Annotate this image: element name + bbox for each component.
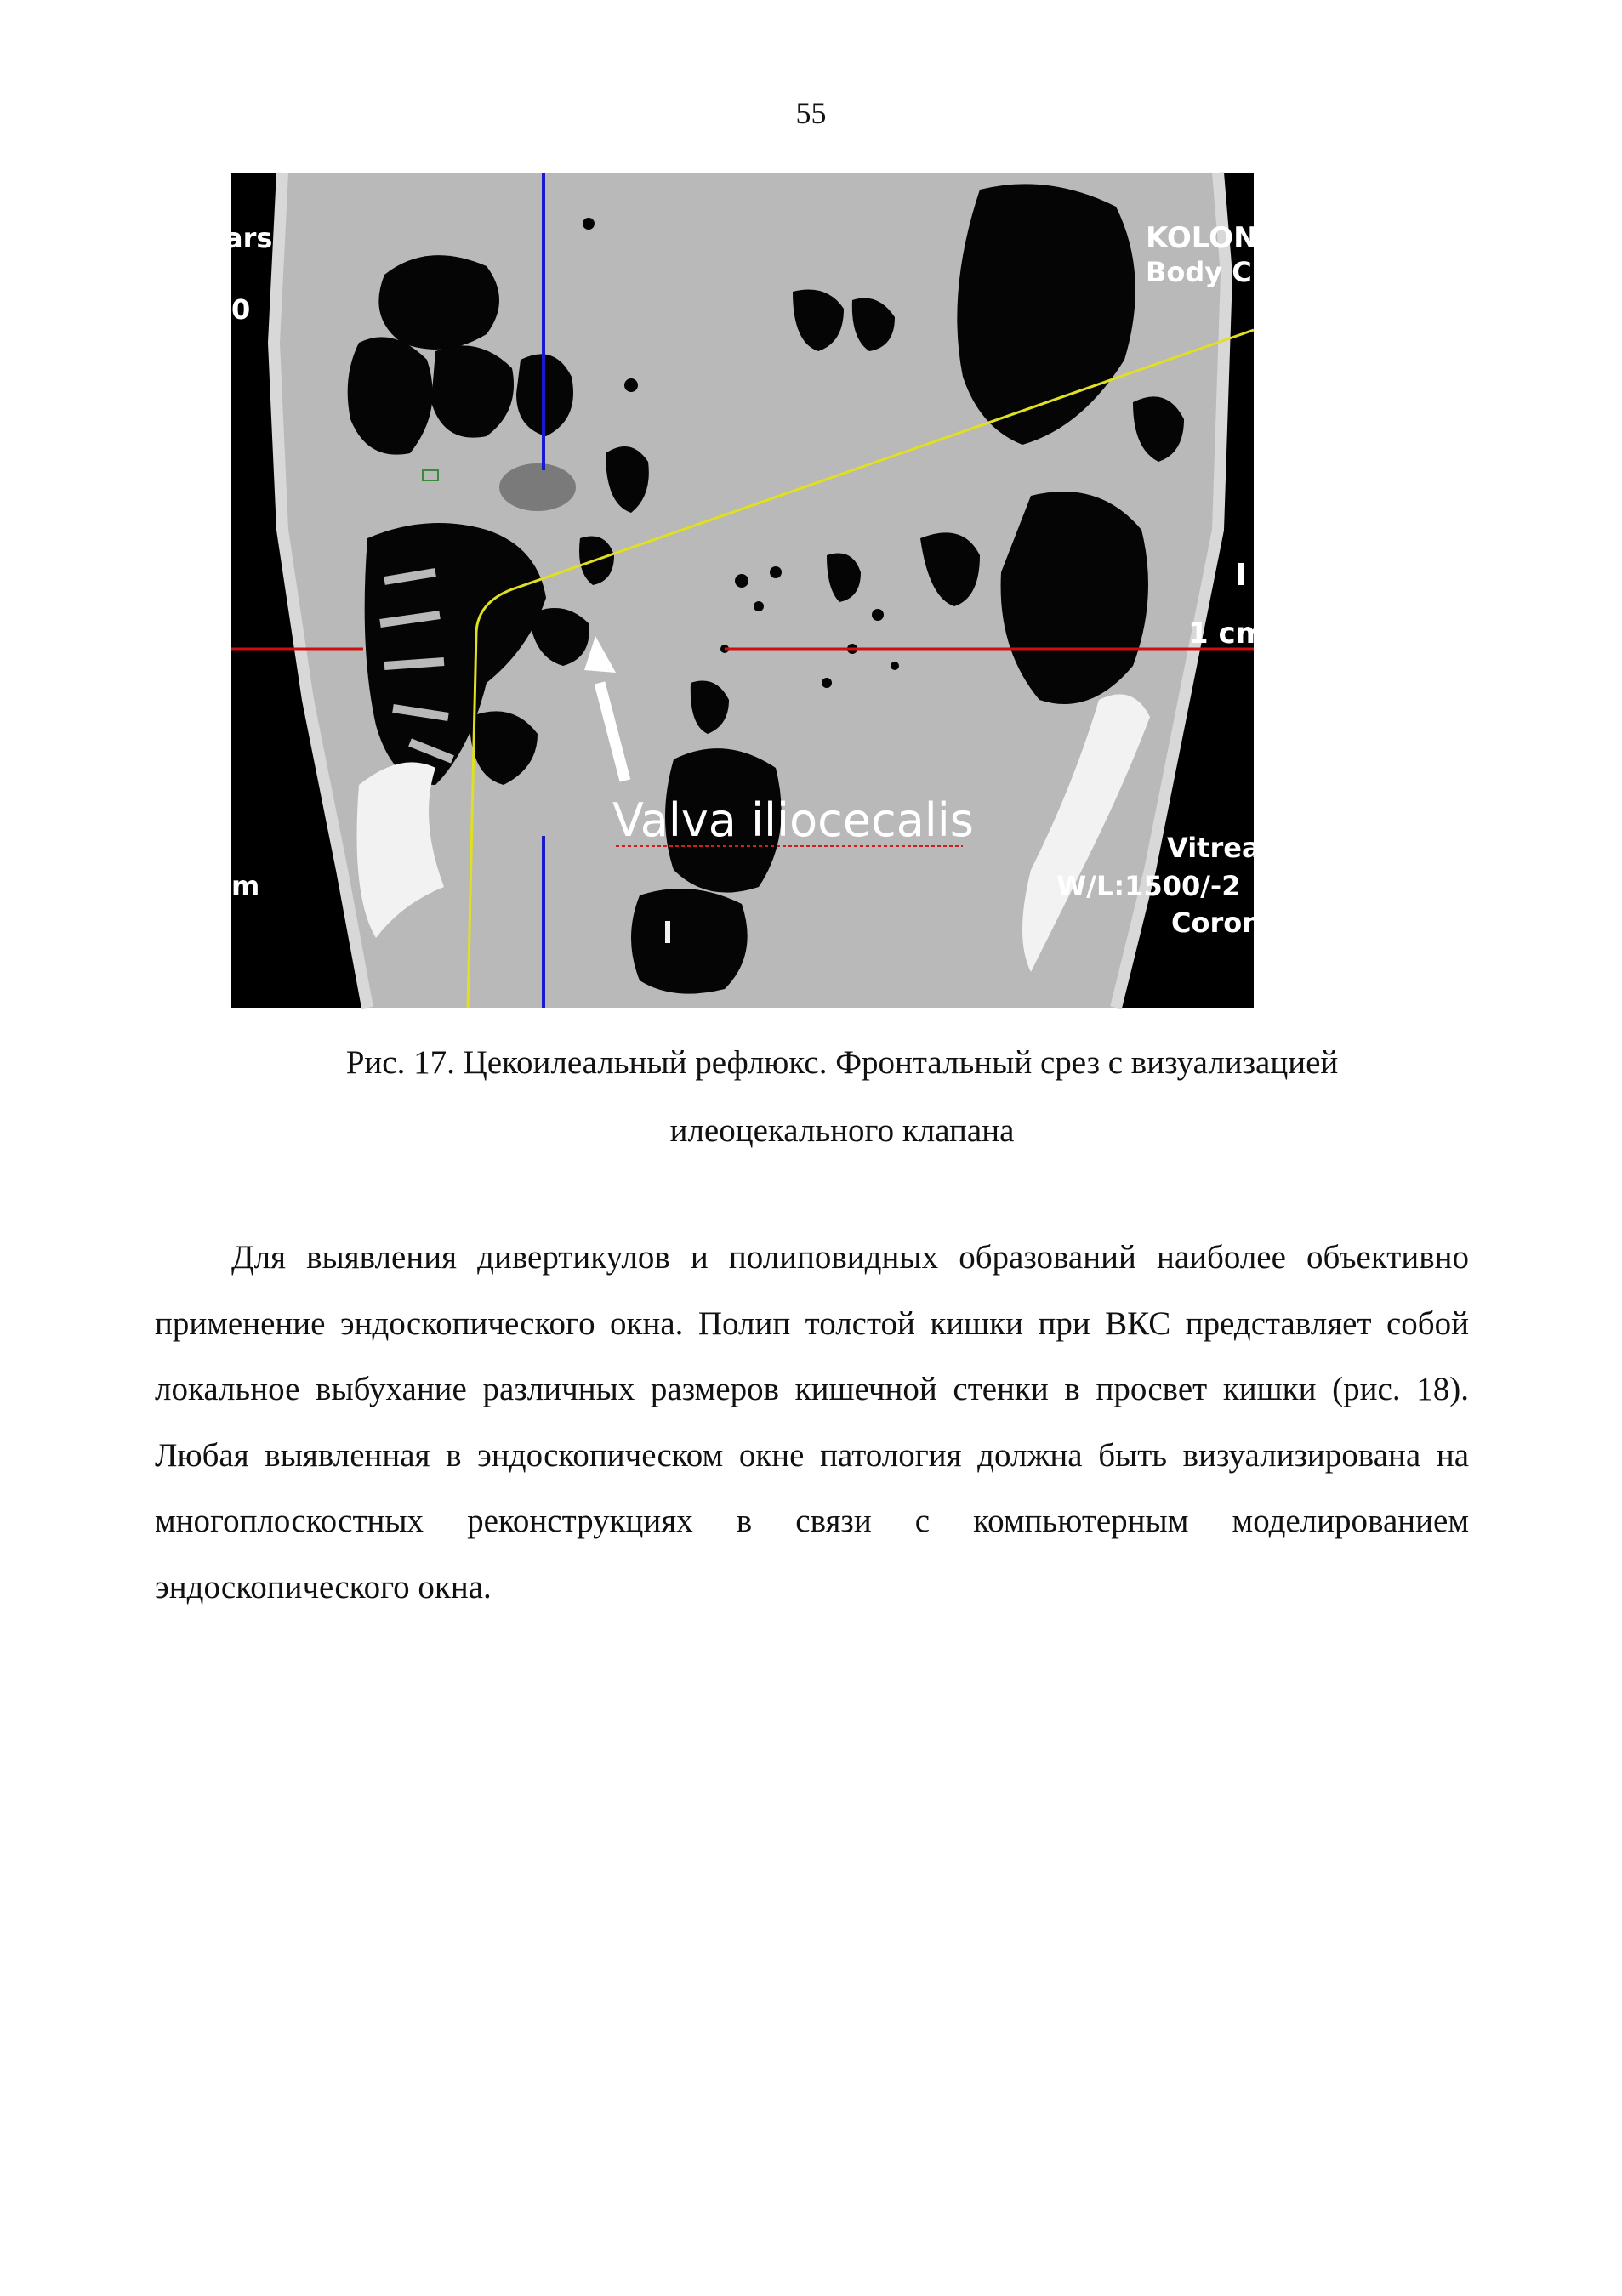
overlay-left-top: ars <box>225 222 273 254</box>
overlay-left-mid: 0 <box>231 293 251 326</box>
ct-scan-figure <box>225 173 1266 1008</box>
valve-label: Valva iliocecalis <box>612 793 974 847</box>
overlay-right-top-2: Body C <box>1146 256 1252 288</box>
overlay-right-bottom-2: W/L:1500/-2 <box>1056 870 1241 902</box>
overlay-right-mid-2: 1 cm <box>1188 617 1266 651</box>
body-paragraph: Для выявления дивертикулов и полиповидных образований наиболее объективно применение эндоскопического окна. Полип толстой кишки при ВКС представляет собой локальное выбухание различных размеров кишечной стенки в просвет кишки (рис. 18). Любая выявленная в эндоскопическом окне патология должна быть визуализирована на многоплоскостных реконструкциях в связи с компьютерным моделированием эндоскопического окна. <box>155 1239 1469 1605</box>
overlay-right-top-1: KOLON <box>1146 221 1258 255</box>
organ-shadow <box>499 463 576 511</box>
caption-line-1: Рис. 17. Цекоилеальный рефлюкс. Фронтальный срез с визуализацией <box>345 1044 1339 1081</box>
overlay-right-bottom-3: Coron <box>1171 906 1262 939</box>
overlay-right-mid-1: I <box>1235 558 1247 593</box>
overlay-right-bottom-1: Vitrea <box>1167 832 1261 864</box>
figure-caption <box>247 1029 1437 1165</box>
body-text <box>155 1225 1469 1620</box>
overlay-left-bottom: m <box>231 870 260 902</box>
caption-line-2: илеоцекального клапана <box>669 1112 1015 1149</box>
page-number: 55 <box>795 96 827 130</box>
vertebra-marker <box>665 921 670 943</box>
